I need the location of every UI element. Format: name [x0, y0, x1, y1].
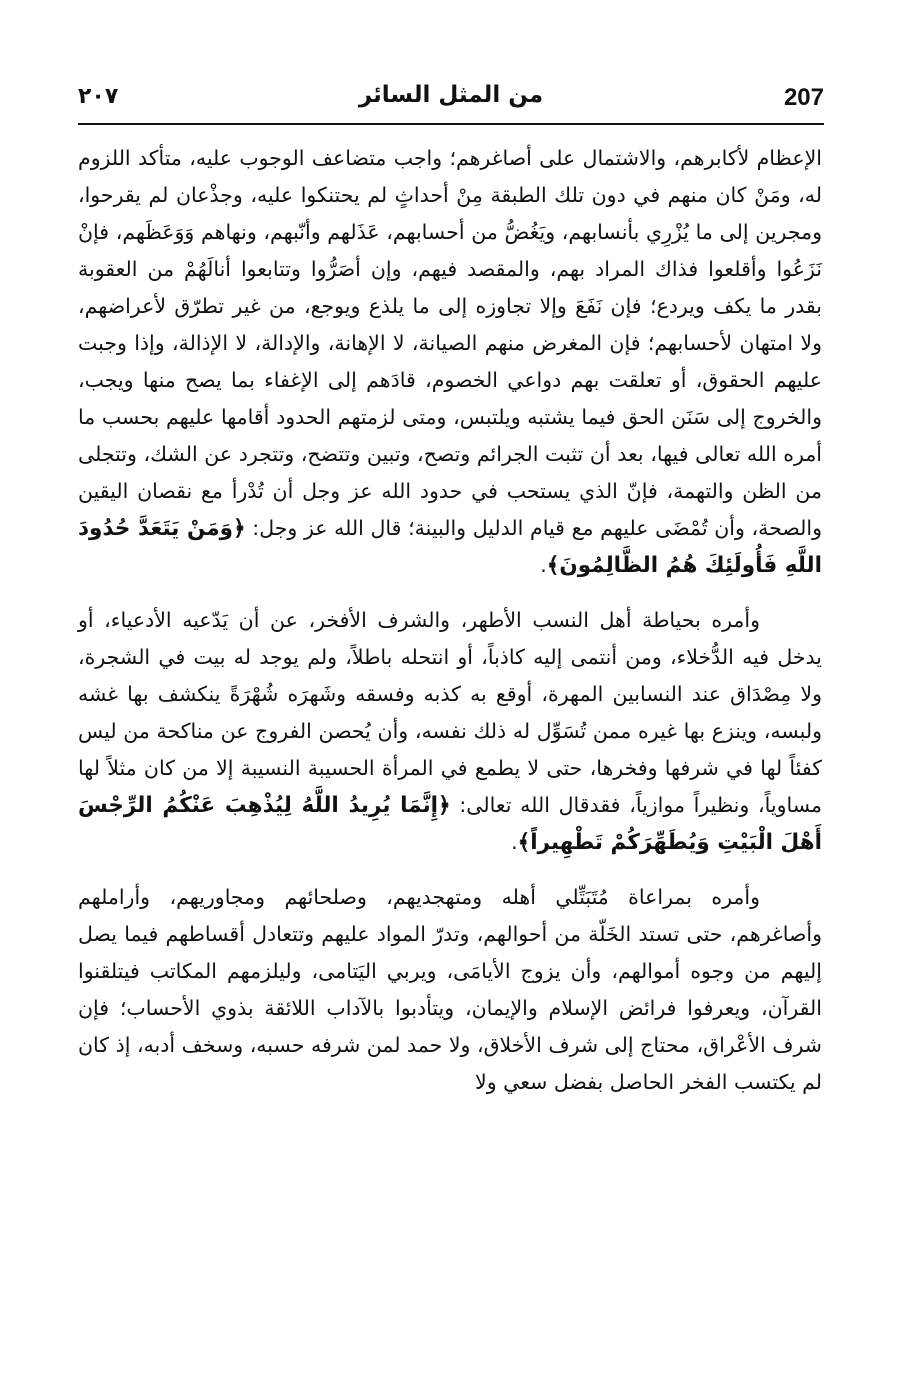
paragraph-text: الإعظام لأكابرهم، والاشتمال على أصاغرهم؛ واجب متضاعف الوجوب عليه، متأكد اللزوم له، ومَنْ كان منهم في دون تلك الطبقة مِنْ أحداثٍ لم يحتنكوا عليه، وجذْعان لم يقرحوا، ومجرين إلى ما يُزْرِي بأنسابهم، ويَغُضُّ من أحسابهم، عَذَلهم وأنّبهم، ونهاهم وَوَعَظَهم، فإنْ نَزَعُوا وأقلعوا فذاك المراد بهم، والمقصد فيهم، وإن أصَرُّوا وتتابعوا أنالَهُمْ من العقوبة بقدر ما يكف ويردع؛ فإن نَفَعَ وإلا تجاوزه إلى ما يلذع ويوجع، من غير تطرّق لأعراضهم، ولا امتهان لأحسابهم؛ فإن المغرض منهم الصيانة، لا الإهانة، والإدالة، لا الإذالة، وإذا وجبت عليهم الحقوق، أو تعلقت بهم دواعي الخصوم، قادَهم إلى الإغفاء بما يصح منها ويجب، والخروج إلى سَنَن الحق فيما يشتبه ويلتبس، ومتى لزمتهم الحدود أقامها عليهم بحسب ما أمره الله تعالى فيها، بعد أن تثبت الجرائم وتصح، وتبين وتتضح، وتتجرد عن الشك، وتتجلى من الظن والتهمة، فإنّ الذي يستحب في حدود الله عز وجل أن تُدْرأ مع نقصان اليقين والصحة، وأن تُمْضَى عليهم مع قيام الدليل والبينة؛ قال الله عز وجل: [78, 146, 822, 540]
running-title: من المثل السائر [358, 82, 544, 108]
page-number-latin: 207 [783, 84, 824, 111]
paragraph [78, 140, 822, 584]
paragraph-tail: . [540, 553, 547, 577]
paragraph-text: وأمره بحياطة أهل النسب الأطهر، والشرف الأفخر، عن أن يَدّعيه الأدعياء، أو يدخل فيه الدُّخلاء، ومن أنتمى إليه كاذباً، أو انتحله باطلاً، ولم يوجد له بيت في الشجرة، ولا مِصْدَاق عند النسابين المهرة، أوقع به كذبه وفسقه وشَهرَه شُهْرَةً ينكشف بها غشه ولبسه، وينزع بها غيره ممن تُسَوِّل له ذلك نفسه، وأن يُحصن الفروج عن مناكحة من ليس كفئاً لها في شرفها وفخرها، حتى لا يطمع في المرأة الحسيبة النسيبة إلا من كان مثلاً لها مساوياً، ونظيراً موازياً، فقدقال الله تعالى: [78, 608, 822, 817]
paragraph [78, 602, 822, 861]
running-header [78, 80, 824, 120]
page-number-arabic: ٢٠٧ [78, 84, 119, 109]
quran-verse: ﴿وَمَنْ يَتَعَدَّ حُدُودَ اللَّهِ فَأُولَئِكَ هُمُ الظَّالِمُونَ﴾ [78, 516, 822, 578]
header-rule [78, 123, 824, 125]
paragraph [78, 879, 822, 1101]
quran-verse: ﴿إِنَّمَا يُرِيدُ اللَّهُ لِيُذْهِبَ عَنْكُمُ الرِّجْسَ أَهْلَ الْبَيْتِ وَيُطَهِّرَكُمْ تَطْهِيراً﴾ [78, 793, 822, 855]
paragraph-text: وأمره بمراعاة مُتَبَتِّلي أهله ومتهجديهم، وصلحائهم ومجاوريهم، وأراملهم وأصاغرهم، حتى تستد الخَلّة من أحوالهم، وتدرّ المواد عليهم وتتعادل أقساطهم فيما يصل إليهم من وجوه أموالهم، وأن يزوج الأيامَى، ويربي اليَتامى، وليلزمهم المكاتب فيتلقنوا القرآن، ويعرفوا فرائض الإسلام والإيمان، ويتأدبوا بالآداب اللائقة بذوي الأحساب؛ فإن شرف الأعْراق، محتاج إلى شرف الأخلاق، ولا حمد لمن شرفه حسبه، وسخف أدبه، إذ كان لم يكتسب الفخر الحاصل بفضل سعي ولا [78, 885, 822, 1094]
body-text [78, 140, 822, 1101]
paragraph-tail: . [511, 830, 518, 854]
